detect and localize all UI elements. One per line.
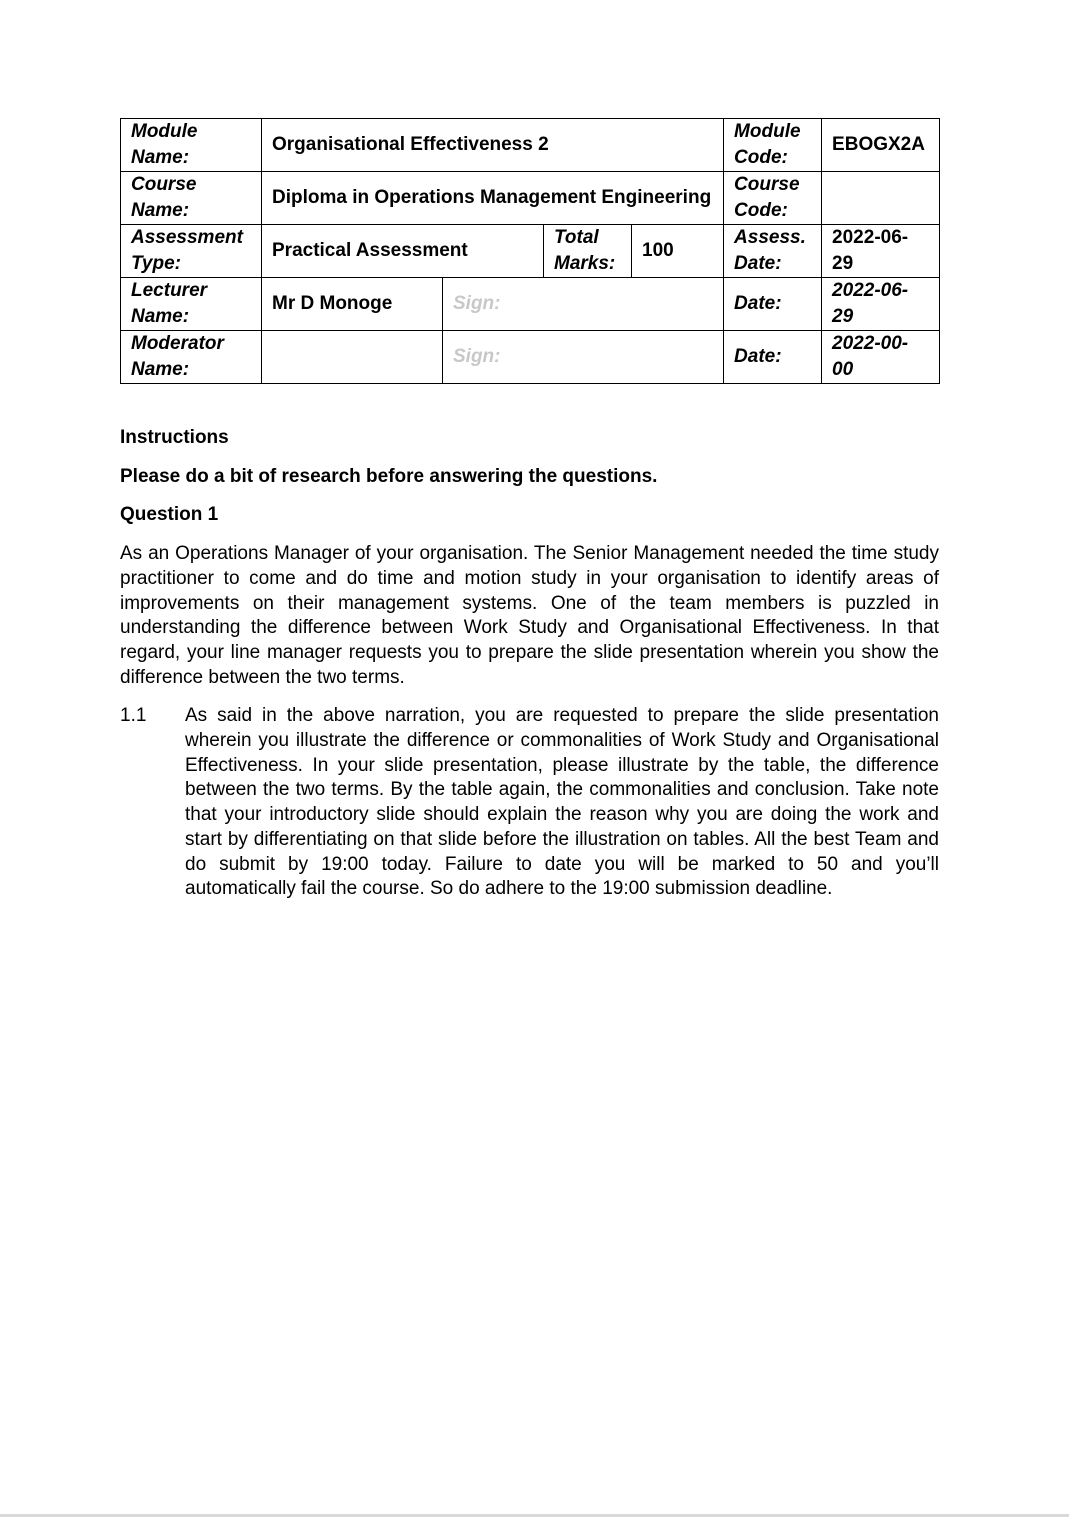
table-row — [121, 172, 940, 225]
instruction-text: Please do a bit of research before answering the questions. — [120, 465, 658, 487]
table-row — [121, 225, 940, 278]
item-number: 1.1 — [120, 705, 147, 727]
lecturer-sign-field: Sign: — [443, 278, 724, 331]
module-name-label: Module Name: — [121, 119, 262, 172]
moderator-name-label: Moderator Name: — [121, 331, 262, 384]
course-code-label: Course Code: — [724, 172, 822, 225]
assess-date-value: 2022-06-29 — [822, 225, 940, 278]
lecturer-date-label: Date: — [724, 278, 822, 331]
total-marks-value: 100 — [632, 225, 724, 278]
moderator-date-value: 2022-00-00 — [822, 331, 940, 384]
assessment-header-table — [120, 118, 940, 384]
table-row — [121, 119, 940, 172]
course-name-label: Course Name: — [121, 172, 262, 225]
total-marks-label: Total Marks: — [544, 225, 632, 278]
question-paragraph: As an Operations Manager of your organisation. The Senior Management needed the time study practitioner to come and do time and motion study in your organisation to identify areas of improvements on their management systems. One of the team members is puzzled in understanding the difference between Work Study and Organisational Effectiveness. In that regard, your line manager requests you to prepare the slide presentation wherein you show the difference between the two terms. — [120, 543, 939, 688]
course-code-value — [822, 172, 940, 225]
document-body — [120, 426, 939, 902]
moderator-date-label: Date: — [724, 331, 822, 384]
lecturer-name-label: Lecturer Name: — [121, 278, 262, 331]
module-code-value: EBOGX2A — [822, 119, 940, 172]
numbered-item — [120, 704, 939, 902]
assessment-type-value: Practical Assessment — [262, 225, 544, 278]
instructions-heading: Instructions — [120, 427, 229, 448]
table-row — [121, 278, 940, 331]
assessment-type-label: Assessment Type: — [121, 225, 262, 278]
question-heading: Question 1 — [120, 504, 219, 526]
assess-date-label: Assess. Date: — [724, 225, 822, 278]
item-text: As said in the above narration, you are requested to prepare the slide presentation wherein you illustrate the difference or commonalities of Work Study and Organisational Effectiveness. In your slide presentation, please illustrate by the table, the difference between the two terms. By the table again, the commonalities and conclusion. Take note that your introductory slide should explain the reason why you are doing the work and start by differentiating on that slide before the illustration on tables. All the best Team and do submit by 19:00 today. Failure to date you will be marked to 50 and you’ll automatically fail the course. So do adhere to the 19:00 submission deadline. — [185, 705, 939, 900]
lecturer-date-value: 2022-06-29 — [822, 278, 940, 331]
table-row — [121, 331, 940, 384]
moderator-name-value — [262, 331, 443, 384]
moderator-sign-field: Sign: — [443, 331, 724, 384]
module-code-label: Module Code: — [724, 119, 822, 172]
module-name-value: Organisational Effectiveness 2 — [262, 119, 724, 172]
lecturer-name-value: Mr D Monoge — [262, 278, 443, 331]
course-name-value: Diploma in Operations Management Engineering — [262, 172, 724, 225]
